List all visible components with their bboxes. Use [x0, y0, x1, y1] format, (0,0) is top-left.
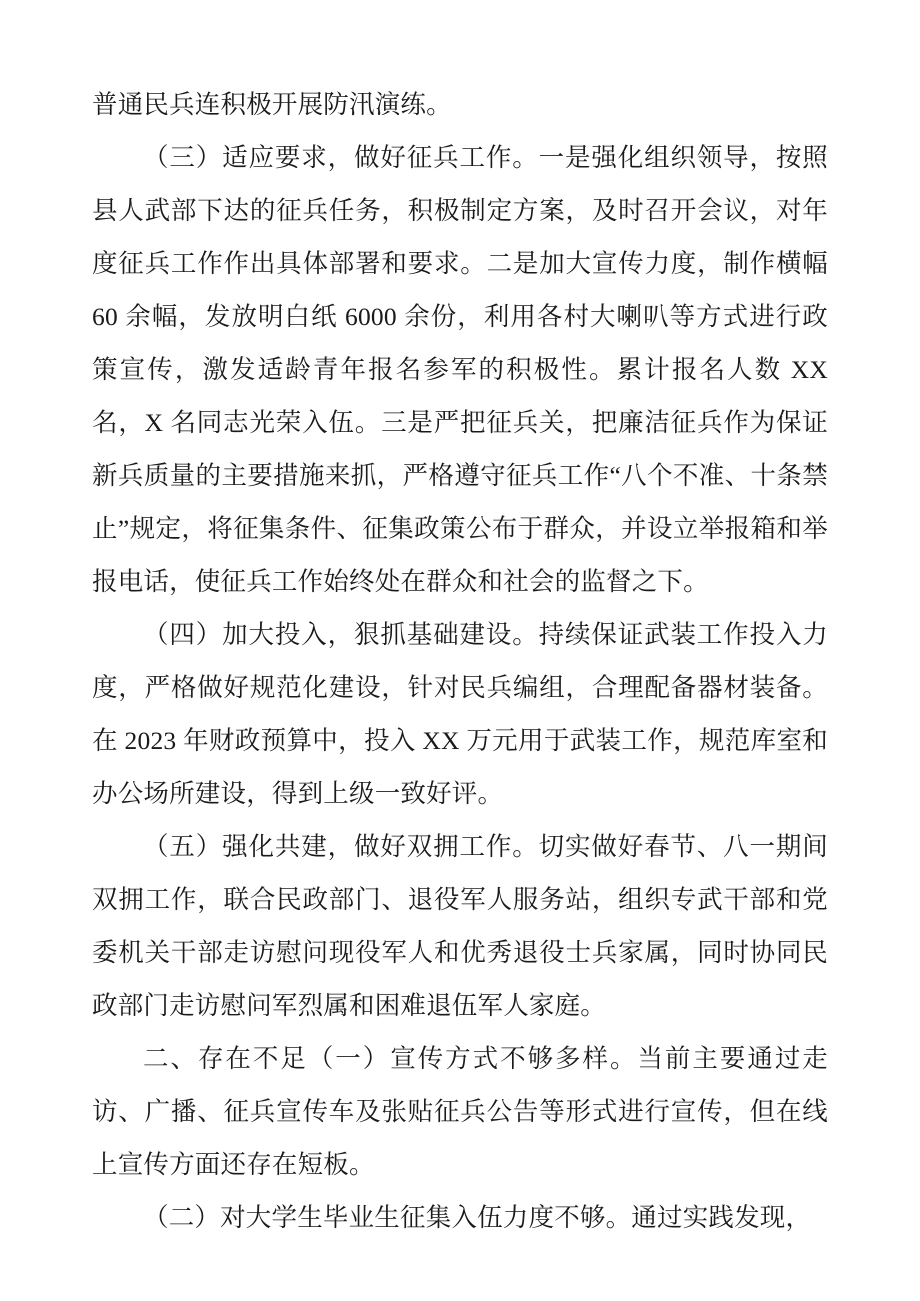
paragraph: （四）加大投入，狠抓基础建设。持续保证武装工作投入力度，严格做好规范化建设，针对民兵编组，合理配备器材装备。在 2023 年财政预算中，投入 XX 万元用于武装工作，规范库室和办公场所建设，得到上级一致好评。: [92, 620, 828, 808]
document-body: [92, 78, 828, 1244]
paragraph: 二、存在不足（一）宣传方式不够多样。当前主要通过走访、广播、征兵宣传车及张贴征兵公告等形式进行宣传，但在线上宣传方面还存在短板。: [92, 1044, 828, 1179]
paragraph: （三）适应要求，做好征兵工作。一是强化组织领导，按照县人武部下达的征兵任务，积极制定方案，及时召开会议，对年度征兵工作作出具体部署和要求。二是加大宣传力度，制作横幅 60 余幅，发放明白纸 6000 余份，利用各村大喇叭等方式进行政策宣传，激发适龄青年报名参军的积极性。累计报名人数 XX 名，X 名同志光荣入伍。三是严把征兵关，把廉洁征兵作为保证新兵质量的主要措施来抓，严格遵守征兵工作“八个不准、十条禁止”规定，将征集条件、征集政策公布于群众，并设立举报箱和举报电话，使征兵工作始终处在群众和社会的监督之下。: [92, 143, 828, 596]
paragraph: （五）强化共建，做好双拥工作。切实做好春节、八一期间双拥工作，联合民政部门、退役军人服务站，组织专武干部和党委机关干部走访慰问现役军人和优秀退役士兵家属，同时协同民政部门走访慰问军烈属和困难退伍军人家庭。: [92, 832, 828, 1020]
paragraph: 普通民兵连积极开展防汛演练。: [92, 90, 452, 119]
paragraph: （二）对大学生毕业生征集入伍力度不够。通过实践发现，: [143, 1203, 812, 1232]
